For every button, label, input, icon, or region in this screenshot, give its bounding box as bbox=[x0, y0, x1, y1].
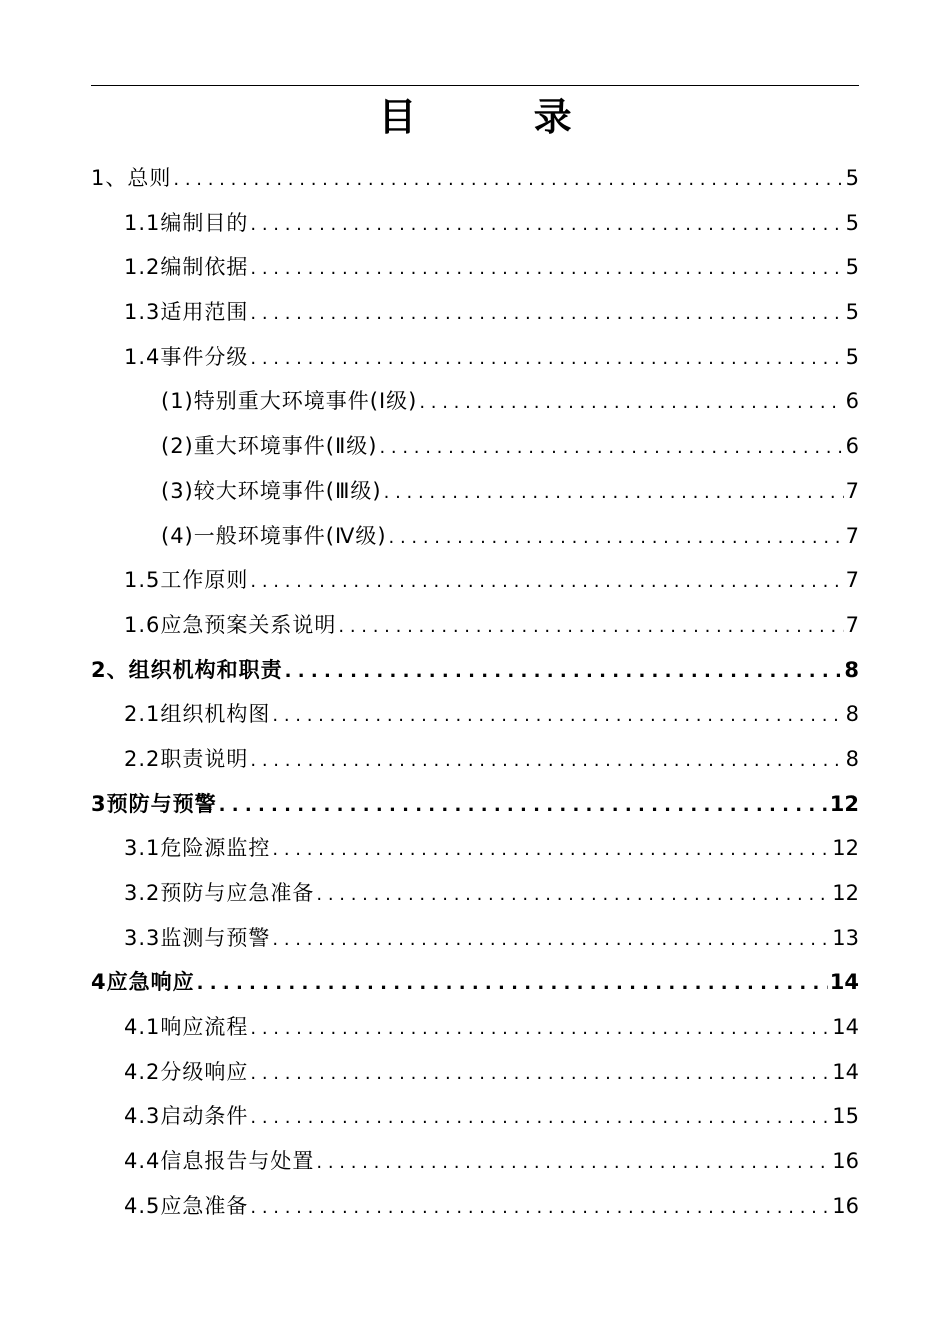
toc-leader-dots bbox=[384, 471, 844, 516]
toc-entry-text: 3.2预防与应急准备 bbox=[124, 881, 315, 905]
toc-entry[interactable] bbox=[91, 335, 859, 380]
toc-entry-text: 1.3适用范围 bbox=[124, 300, 249, 325]
toc-entry-text: 2.1组织机构图 bbox=[124, 702, 271, 727]
toc-entry-text: 4.5应急准备 bbox=[124, 1193, 249, 1218]
toc-leader-dots bbox=[250, 1096, 830, 1141]
toc-entry-text: 3.1危险源监控 bbox=[124, 836, 271, 861]
toc-page-number: 15 bbox=[832, 1104, 859, 1129]
toc-entry-text: 4.1响应流程 bbox=[124, 1015, 249, 1040]
toc-leader-dots bbox=[250, 1052, 830, 1097]
toc-page-number: 8 bbox=[844, 657, 859, 682]
toc-title: 目 录 bbox=[378, 95, 624, 139]
toc-entry[interactable] bbox=[91, 826, 859, 871]
toc-entry[interactable] bbox=[91, 648, 859, 693]
toc-page-number: 12 bbox=[832, 836, 859, 861]
header-rule bbox=[91, 85, 859, 86]
toc-page-number: 5 bbox=[845, 300, 859, 325]
toc-entry[interactable] bbox=[91, 469, 859, 514]
toc-entry[interactable] bbox=[91, 1139, 859, 1184]
toc-page-number: 6 bbox=[845, 434, 859, 459]
toc-leader-dots bbox=[250, 560, 843, 605]
toc-entry-text: 3预防与预警 bbox=[91, 791, 217, 816]
toc-entry-text: (3)较大环境事件(Ⅲ级) bbox=[161, 478, 382, 503]
toc-page-number: 5 bbox=[845, 255, 859, 280]
toc-entry[interactable] bbox=[91, 737, 859, 782]
toc-entry-text: (2)重大环境事件(Ⅱ级) bbox=[161, 434, 378, 459]
toc-entry[interactable] bbox=[91, 379, 859, 424]
toc-leader-dots bbox=[250, 247, 843, 292]
toc-entry-text: (1)特别重大环境事件(Ⅰ级) bbox=[161, 389, 418, 414]
toc-entry[interactable] bbox=[91, 424, 859, 469]
toc-leader-dots bbox=[250, 739, 843, 784]
toc-entry[interactable] bbox=[91, 916, 859, 961]
toc-entry[interactable] bbox=[91, 245, 859, 290]
toc-entry-text: (4)一般环境事件(Ⅳ级) bbox=[161, 523, 387, 548]
toc-entry-text: 2.2职责说明 bbox=[124, 746, 249, 771]
toc-page-number: 5 bbox=[845, 344, 859, 369]
toc-page-number: 16 bbox=[832, 1193, 859, 1218]
toc-leader-dots bbox=[250, 203, 843, 248]
toc-leader-dots bbox=[419, 381, 843, 426]
toc-leader-dots bbox=[272, 918, 830, 963]
toc-page-number: 14 bbox=[832, 1015, 859, 1040]
toc-entry[interactable] bbox=[91, 558, 859, 603]
toc-entry[interactable] bbox=[91, 1005, 859, 1050]
toc-entry[interactable] bbox=[91, 871, 859, 916]
toc-page-number: 7 bbox=[845, 568, 859, 593]
toc-entry-text: 4.4信息报告与处置 bbox=[124, 1149, 315, 1174]
toc-entry[interactable] bbox=[91, 514, 859, 559]
toc-entry[interactable] bbox=[91, 1184, 859, 1229]
toc-leader-dots bbox=[250, 1007, 830, 1052]
toc-page-number: 7 bbox=[845, 523, 859, 548]
toc-entry[interactable] bbox=[91, 156, 859, 201]
toc-entry[interactable] bbox=[91, 692, 859, 737]
toc-leader-dots bbox=[272, 828, 830, 873]
toc-page-number: 13 bbox=[832, 925, 859, 950]
toc-leader-dots bbox=[173, 158, 843, 203]
toc-entry-text: 4.2分级响应 bbox=[124, 1059, 249, 1084]
toc-page-number: 7 bbox=[845, 612, 859, 637]
toc-leader-dots bbox=[389, 516, 844, 561]
toc-entry-text: 1、总则 bbox=[91, 166, 172, 190]
toc-leader-dots bbox=[379, 426, 843, 471]
table-of-contents bbox=[91, 156, 859, 1229]
toc-entry[interactable] bbox=[91, 782, 859, 827]
toc-page-number: 5 bbox=[845, 210, 859, 235]
toc-leader-dots bbox=[272, 694, 843, 739]
toc-leader-dots bbox=[250, 337, 843, 382]
toc-page-number: 5 bbox=[845, 166, 859, 190]
toc-entry[interactable] bbox=[91, 201, 859, 246]
toc-page-number: 12 bbox=[829, 791, 859, 816]
toc-page-number: 12 bbox=[832, 881, 859, 905]
toc-leader-dots bbox=[316, 1141, 830, 1186]
toc-entry[interactable] bbox=[91, 290, 859, 335]
toc-leader-dots bbox=[219, 784, 828, 829]
toc-entry-text: 1.2编制依据 bbox=[124, 255, 249, 280]
toc-leader-dots bbox=[285, 650, 843, 695]
toc-leader-dots bbox=[250, 1186, 830, 1231]
toc-entry-text: 1.5工作原则 bbox=[124, 568, 249, 593]
toc-entry-text: 1.6应急预案关系说明 bbox=[124, 612, 337, 637]
toc-entry[interactable] bbox=[91, 603, 859, 648]
toc-page-number: 8 bbox=[845, 746, 859, 771]
toc-entry-text: 3.3监测与预警 bbox=[124, 925, 271, 950]
toc-entry[interactable] bbox=[91, 1050, 859, 1095]
toc-page-number: 8 bbox=[845, 702, 859, 727]
toc-page-number: 6 bbox=[845, 389, 859, 414]
toc-page-number: 14 bbox=[829, 970, 859, 995]
toc-entry-text: 1.1编制目的 bbox=[124, 210, 249, 235]
toc-entry[interactable] bbox=[91, 1094, 859, 1139]
toc-entry-text: 1.4事件分级 bbox=[124, 344, 249, 369]
toc-page-number: 16 bbox=[832, 1149, 859, 1174]
toc-page-number: 7 bbox=[845, 478, 859, 503]
toc-entry-text: 2、组织机构和职责 bbox=[91, 657, 283, 682]
toc-page-number: 14 bbox=[832, 1059, 859, 1084]
toc-entry-text: 4.3启动条件 bbox=[124, 1104, 249, 1129]
toc-entry[interactable] bbox=[91, 960, 859, 1005]
toc-leader-dots bbox=[197, 962, 828, 1007]
toc-leader-dots bbox=[316, 873, 830, 918]
toc-leader-dots bbox=[338, 605, 843, 650]
toc-leader-dots bbox=[250, 292, 843, 337]
toc-entry-text: 4应急响应 bbox=[91, 970, 195, 995]
